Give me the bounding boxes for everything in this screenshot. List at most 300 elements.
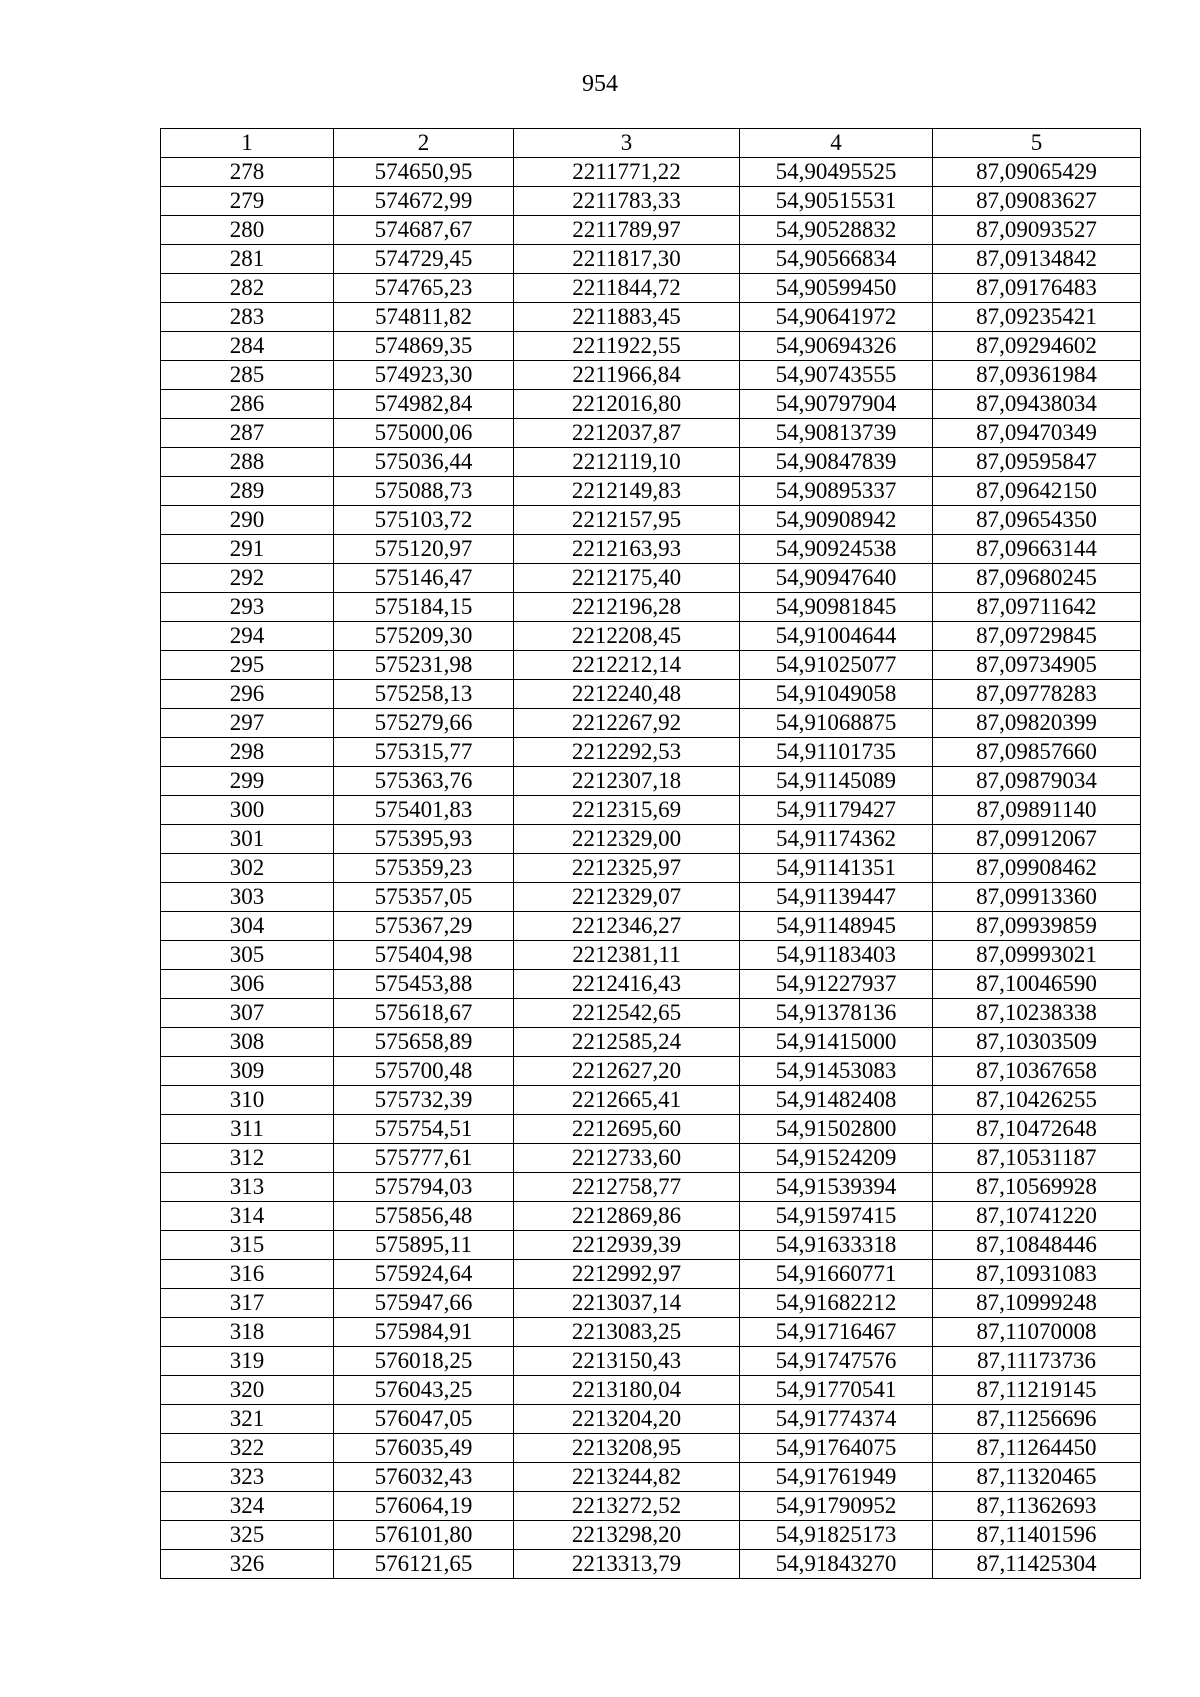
table-cell: 575315,77 [334, 738, 514, 767]
table-cell: 576047,05 [334, 1405, 514, 1434]
table-cell: 322 [161, 1434, 334, 1463]
table-cell: 87,09891140 [933, 796, 1141, 825]
table-cell: 54,91145089 [740, 767, 933, 796]
table-cell: 302 [161, 854, 334, 883]
table-cell: 2213150,43 [514, 1347, 740, 1376]
table-cell: 54,91682212 [740, 1289, 933, 1318]
table-cell: 87,11070008 [933, 1318, 1141, 1347]
table-cell: 87,10848446 [933, 1231, 1141, 1260]
table-cell: 54,90908942 [740, 506, 933, 535]
table-cell: 284 [161, 332, 334, 361]
table-cell: 575618,67 [334, 999, 514, 1028]
table-cell: 321 [161, 1405, 334, 1434]
table-cell: 2212315,69 [514, 796, 740, 825]
table-cell: 87,10741220 [933, 1202, 1141, 1231]
table-row [161, 1260, 1141, 1289]
table-cell: 2213208,95 [514, 1434, 740, 1463]
table-cell: 87,09065429 [933, 158, 1141, 187]
table-cell: 310 [161, 1086, 334, 1115]
table-cell: 54,91524209 [740, 1144, 933, 1173]
table-row [161, 912, 1141, 941]
table-cell: 295 [161, 651, 334, 680]
table-cell: 576043,25 [334, 1376, 514, 1405]
table-cell: 575120,97 [334, 535, 514, 564]
table-cell: 54,91716467 [740, 1318, 933, 1347]
table-cell: 54,91502800 [740, 1115, 933, 1144]
table-cell: 54,91761949 [740, 1463, 933, 1492]
table-cell: 575947,66 [334, 1289, 514, 1318]
table-cell: 54,91004644 [740, 622, 933, 651]
table-cell: 575794,03 [334, 1173, 514, 1202]
table-cell: 87,09711642 [933, 593, 1141, 622]
table-cell: 280 [161, 216, 334, 245]
table-cell: 299 [161, 767, 334, 796]
table-cell: 317 [161, 1289, 334, 1318]
table-cell: 54,91770541 [740, 1376, 933, 1405]
table-row [161, 1289, 1141, 1318]
table-cell: 2212149,83 [514, 477, 740, 506]
table-cell: 294 [161, 622, 334, 651]
table-row [161, 680, 1141, 709]
table-cell: 576035,49 [334, 1434, 514, 1463]
table-cell: 54,91774374 [740, 1405, 933, 1434]
table-cell: 2212733,60 [514, 1144, 740, 1173]
table-cell: 54,91139447 [740, 883, 933, 912]
table-cell: 307 [161, 999, 334, 1028]
table-row [161, 1376, 1141, 1405]
table-cell: 2212212,14 [514, 651, 740, 680]
table-cell: 87,10472648 [933, 1115, 1141, 1144]
table-row [161, 361, 1141, 390]
table-row [161, 303, 1141, 332]
table-row [161, 854, 1141, 883]
table-cell: 575453,88 [334, 970, 514, 999]
table-row [161, 1231, 1141, 1260]
table-cell: 2212627,20 [514, 1057, 740, 1086]
table-cell: 2212695,60 [514, 1115, 740, 1144]
table-row [161, 245, 1141, 274]
table-row [161, 1347, 1141, 1376]
table-cell: 2212307,18 [514, 767, 740, 796]
table-cell: 54,91790952 [740, 1492, 933, 1521]
table-row [161, 1492, 1141, 1521]
table-cell: 312 [161, 1144, 334, 1173]
table-row [161, 941, 1141, 970]
table-cell: 574765,23 [334, 274, 514, 303]
coordinates-table [160, 128, 1141, 1579]
table-cell: 87,11256696 [933, 1405, 1141, 1434]
table-cell: 575367,29 [334, 912, 514, 941]
table-cell: 54,91415000 [740, 1028, 933, 1057]
table-cell: 87,10569928 [933, 1173, 1141, 1202]
table-header [161, 129, 1141, 158]
table-row [161, 419, 1141, 448]
table-cell: 2212939,39 [514, 1231, 740, 1260]
table-cell: 2213298,20 [514, 1521, 740, 1550]
table-cell: 575700,48 [334, 1057, 514, 1086]
table-cell: 54,90847839 [740, 448, 933, 477]
table-cell: 308 [161, 1028, 334, 1057]
table-cell: 281 [161, 245, 334, 274]
header-cell-1: 1 [161, 129, 334, 158]
header-cell-2: 2 [334, 129, 514, 158]
table-cell: 575732,39 [334, 1086, 514, 1115]
table-cell: 54,90641972 [740, 303, 933, 332]
table-cell: 87,09654350 [933, 506, 1141, 535]
table-cell: 87,09235421 [933, 303, 1141, 332]
table-body [161, 158, 1141, 1579]
table-row [161, 390, 1141, 419]
table-cell: 87,11264450 [933, 1434, 1141, 1463]
table-cell: 87,09680245 [933, 564, 1141, 593]
table-cell: 300 [161, 796, 334, 825]
table-cell: 87,09820399 [933, 709, 1141, 738]
table-cell: 2213244,82 [514, 1463, 740, 1492]
table-cell: 54,90947640 [740, 564, 933, 593]
table-cell: 54,90528832 [740, 216, 933, 245]
table-cell: 87,10046590 [933, 970, 1141, 999]
table-row [161, 1434, 1141, 1463]
table-cell: 2212267,92 [514, 709, 740, 738]
table-cell: 2212325,97 [514, 854, 740, 883]
table-cell: 2212208,45 [514, 622, 740, 651]
table-cell: 54,91141351 [740, 854, 933, 883]
table-cell: 576018,25 [334, 1347, 514, 1376]
table-cell: 575895,11 [334, 1231, 514, 1260]
table-cell: 314 [161, 1202, 334, 1231]
table-cell: 54,91453083 [740, 1057, 933, 1086]
table-cell: 325 [161, 1521, 334, 1550]
table-cell: 574672,99 [334, 187, 514, 216]
table-cell: 574982,84 [334, 390, 514, 419]
table-cell: 285 [161, 361, 334, 390]
table-cell: 87,09361984 [933, 361, 1141, 390]
table-row [161, 1086, 1141, 1115]
table-row [161, 738, 1141, 767]
table-cell: 87,09176483 [933, 274, 1141, 303]
table-cell: 575279,66 [334, 709, 514, 738]
table-cell: 87,09857660 [933, 738, 1141, 767]
table-cell: 54,90743555 [740, 361, 933, 390]
table-cell: 296 [161, 680, 334, 709]
table-cell: 54,90924538 [740, 535, 933, 564]
table-cell: 87,10426255 [933, 1086, 1141, 1115]
table-row [161, 593, 1141, 622]
table-cell: 87,09908462 [933, 854, 1141, 883]
table-row [161, 970, 1141, 999]
table-cell: 87,09134842 [933, 245, 1141, 274]
header-cell-3: 3 [514, 129, 740, 158]
table-cell: 289 [161, 477, 334, 506]
table-row [161, 1463, 1141, 1492]
table-cell: 574729,45 [334, 245, 514, 274]
table-cell: 574650,95 [334, 158, 514, 187]
table-cell: 2212329,07 [514, 883, 740, 912]
table-cell: 575363,76 [334, 767, 514, 796]
table-cell: 54,91183403 [740, 941, 933, 970]
table-row [161, 187, 1141, 216]
page-number: 954 [582, 71, 618, 97]
table-cell: 326 [161, 1550, 334, 1579]
table-cell: 54,91633318 [740, 1231, 933, 1260]
table-cell: 2213204,20 [514, 1405, 740, 1434]
table-cell: 575404,98 [334, 941, 514, 970]
table-cell: 87,10238338 [933, 999, 1141, 1028]
table-cell: 87,09663144 [933, 535, 1141, 564]
table-cell: 278 [161, 158, 334, 187]
table-cell: 54,91179427 [740, 796, 933, 825]
table-row [161, 216, 1141, 245]
table-cell: 292 [161, 564, 334, 593]
table-cell: 87,10531187 [933, 1144, 1141, 1173]
table-cell: 87,09595847 [933, 448, 1141, 477]
table-cell: 2212163,93 [514, 535, 740, 564]
table-cell: 288 [161, 448, 334, 477]
table-cell: 574687,67 [334, 216, 514, 245]
table-cell: 575103,72 [334, 506, 514, 535]
table-cell: 87,09729845 [933, 622, 1141, 651]
table-cell: 575658,89 [334, 1028, 514, 1057]
table-row [161, 1173, 1141, 1202]
table-cell: 2211922,55 [514, 332, 740, 361]
table-cell: 311 [161, 1115, 334, 1144]
table-cell: 2212542,65 [514, 999, 740, 1028]
table-cell: 54,90694326 [740, 332, 933, 361]
table-cell: 54,91747576 [740, 1347, 933, 1376]
table-cell: 2212016,80 [514, 390, 740, 419]
table-cell: 318 [161, 1318, 334, 1347]
table-cell: 575209,30 [334, 622, 514, 651]
table-cell: 2212758,77 [514, 1173, 740, 1202]
table-cell: 2213313,79 [514, 1550, 740, 1579]
table-cell: 290 [161, 506, 334, 535]
table-cell: 2212992,97 [514, 1260, 740, 1289]
table-cell: 87,11219145 [933, 1376, 1141, 1405]
table-cell: 575401,83 [334, 796, 514, 825]
table-cell: 54,90599450 [740, 274, 933, 303]
table-row [161, 1318, 1141, 1347]
table-cell: 303 [161, 883, 334, 912]
table-cell: 324 [161, 1492, 334, 1521]
table-cell: 575088,73 [334, 477, 514, 506]
table-row [161, 1521, 1141, 1550]
table-row [161, 1405, 1141, 1434]
table-row [161, 1115, 1141, 1144]
table-cell: 2211817,30 [514, 245, 740, 274]
table-cell: 87,09939859 [933, 912, 1141, 941]
table-row [161, 332, 1141, 361]
table-cell: 2212196,28 [514, 593, 740, 622]
table-cell: 301 [161, 825, 334, 854]
table-cell: 320 [161, 1376, 334, 1405]
table-cell: 2212119,10 [514, 448, 740, 477]
table-cell: 313 [161, 1173, 334, 1202]
table-cell: 2212157,95 [514, 506, 740, 535]
table-cell: 87,09913360 [933, 883, 1141, 912]
table-cell: 279 [161, 187, 334, 216]
table-cell: 576101,80 [334, 1521, 514, 1550]
header-cell-5: 5 [933, 129, 1141, 158]
table-cell: 575856,48 [334, 1202, 514, 1231]
table-cell: 309 [161, 1057, 334, 1086]
table-cell: 576121,65 [334, 1550, 514, 1579]
table-cell: 54,90495525 [740, 158, 933, 187]
table-cell: 575231,98 [334, 651, 514, 680]
table-cell: 87,11362693 [933, 1492, 1141, 1521]
table-cell: 54,90895337 [740, 477, 933, 506]
table-cell: 2212037,87 [514, 419, 740, 448]
table-cell: 87,11425304 [933, 1550, 1141, 1579]
table-cell: 293 [161, 593, 334, 622]
table-row [161, 999, 1141, 1028]
table-cell: 2213037,14 [514, 1289, 740, 1318]
table-cell: 2212665,41 [514, 1086, 740, 1115]
table-cell: 304 [161, 912, 334, 941]
table-cell: 287 [161, 419, 334, 448]
table-cell: 575395,93 [334, 825, 514, 854]
table-cell: 87,11173736 [933, 1347, 1141, 1376]
table-row [161, 1057, 1141, 1086]
table-cell: 54,91227937 [740, 970, 933, 999]
table-cell: 315 [161, 1231, 334, 1260]
table-cell: 2212292,53 [514, 738, 740, 767]
table-cell: 2212240,48 [514, 680, 740, 709]
table-cell: 575754,51 [334, 1115, 514, 1144]
table-cell: 54,91101735 [740, 738, 933, 767]
table-cell: 54,90797904 [740, 390, 933, 419]
table-cell: 575777,61 [334, 1144, 514, 1173]
table-cell: 297 [161, 709, 334, 738]
table-row [161, 622, 1141, 651]
table-cell: 306 [161, 970, 334, 999]
table-cell: 2212381,11 [514, 941, 740, 970]
table-cell: 323 [161, 1463, 334, 1492]
table-row [161, 274, 1141, 303]
table-row [161, 477, 1141, 506]
table-cell: 87,09778283 [933, 680, 1141, 709]
table-cell: 319 [161, 1347, 334, 1376]
table-cell: 2212346,27 [514, 912, 740, 941]
table-row [161, 825, 1141, 854]
table-cell: 2212416,43 [514, 970, 740, 999]
table-row [161, 158, 1141, 187]
table-row [161, 564, 1141, 593]
table-cell: 576032,43 [334, 1463, 514, 1492]
table-cell: 54,91025077 [740, 651, 933, 680]
table-row [161, 1144, 1141, 1173]
table-cell: 291 [161, 535, 334, 564]
table-cell: 305 [161, 941, 334, 970]
table-row [161, 1202, 1141, 1231]
table-cell: 574923,30 [334, 361, 514, 390]
table-cell: 2212869,86 [514, 1202, 740, 1231]
table-cell: 87,09294602 [933, 332, 1141, 361]
table-cell: 575258,13 [334, 680, 514, 709]
table-row [161, 883, 1141, 912]
table-cell: 576064,19 [334, 1492, 514, 1521]
table-cell: 2213083,25 [514, 1318, 740, 1347]
table-cell: 87,11320465 [933, 1463, 1141, 1492]
table-row [161, 506, 1141, 535]
table-row [161, 1550, 1141, 1579]
table-cell: 2211883,45 [514, 303, 740, 332]
table-cell: 54,91378136 [740, 999, 933, 1028]
table-cell: 54,91660771 [740, 1260, 933, 1289]
table-cell: 54,91764075 [740, 1434, 933, 1463]
table-cell: 286 [161, 390, 334, 419]
table-cell: 575036,44 [334, 448, 514, 477]
table-cell: 575184,15 [334, 593, 514, 622]
table-cell: 2213272,52 [514, 1492, 740, 1521]
table-cell: 87,09093527 [933, 216, 1141, 245]
table-cell: 283 [161, 303, 334, 332]
table-cell: 87,09879034 [933, 767, 1141, 796]
table-cell: 87,09470349 [933, 419, 1141, 448]
table-row [161, 796, 1141, 825]
table-cell: 54,91068875 [740, 709, 933, 738]
table-cell: 2211966,84 [514, 361, 740, 390]
table-cell: 87,09734905 [933, 651, 1141, 680]
header-cell-4: 4 [740, 129, 933, 158]
table-row [161, 448, 1141, 477]
table-cell: 574869,35 [334, 332, 514, 361]
table-cell: 574811,82 [334, 303, 514, 332]
table-cell: 87,09642150 [933, 477, 1141, 506]
table-row [161, 535, 1141, 564]
table-row [161, 767, 1141, 796]
table-cell: 54,91174362 [740, 825, 933, 854]
table-cell: 575146,47 [334, 564, 514, 593]
table-cell: 2211783,33 [514, 187, 740, 216]
table-cell: 575924,64 [334, 1260, 514, 1289]
table-cell: 54,91148945 [740, 912, 933, 941]
table-row [161, 651, 1141, 680]
table-cell: 298 [161, 738, 334, 767]
table-row [161, 1028, 1141, 1057]
table-cell: 2211844,72 [514, 274, 740, 303]
header-row [161, 129, 1141, 158]
table-cell: 2212175,40 [514, 564, 740, 593]
table-cell: 87,10999248 [933, 1289, 1141, 1318]
table-cell: 2212329,00 [514, 825, 740, 854]
table-cell: 87,10303509 [933, 1028, 1141, 1057]
table-cell: 575359,23 [334, 854, 514, 883]
table-cell: 316 [161, 1260, 334, 1289]
table-cell: 54,91539394 [740, 1173, 933, 1202]
table-cell: 54,91843270 [740, 1550, 933, 1579]
table-cell: 282 [161, 274, 334, 303]
table-cell: 87,10367658 [933, 1057, 1141, 1086]
table-cell: 54,90813739 [740, 419, 933, 448]
table-cell: 87,11401596 [933, 1521, 1141, 1550]
table-cell: 87,09438034 [933, 390, 1141, 419]
table-cell: 2211771,22 [514, 158, 740, 187]
table-cell: 2211789,97 [514, 216, 740, 245]
table-cell: 575357,05 [334, 883, 514, 912]
table-cell: 2212585,24 [514, 1028, 740, 1057]
table-cell: 87,09993021 [933, 941, 1141, 970]
table-cell: 575984,91 [334, 1318, 514, 1347]
table-cell: 54,91049058 [740, 680, 933, 709]
table-cell: 54,90981845 [740, 593, 933, 622]
table-cell: 54,90515531 [740, 187, 933, 216]
table-cell: 87,09912067 [933, 825, 1141, 854]
table-cell: 87,10931083 [933, 1260, 1141, 1289]
table-cell: 54,91825173 [740, 1521, 933, 1550]
table-cell: 54,90566834 [740, 245, 933, 274]
table-cell: 87,09083627 [933, 187, 1141, 216]
table-cell: 575000,06 [334, 419, 514, 448]
